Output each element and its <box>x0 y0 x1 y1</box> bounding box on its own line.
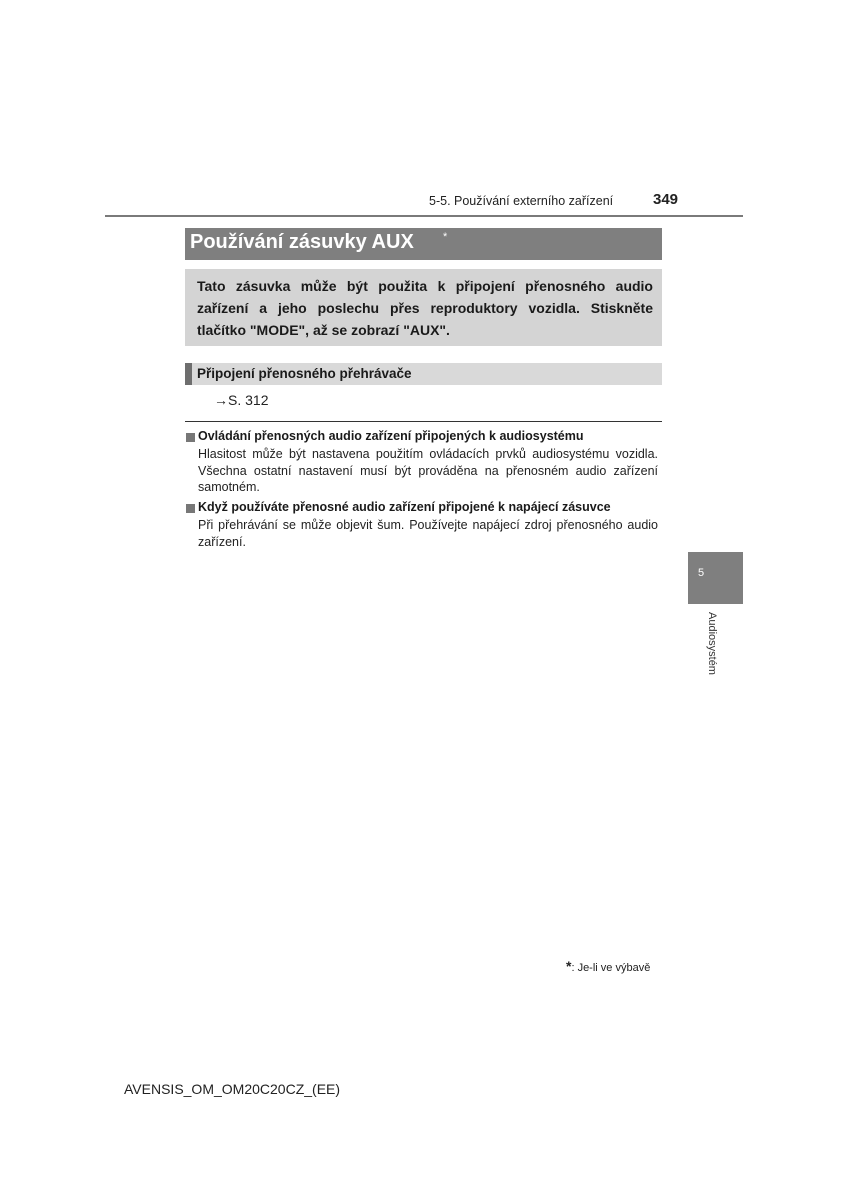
footer-document-code: AVENSIS_OM_OM20C20CZ_(EE) <box>124 1081 341 1097</box>
item-body: Hlasitost může být nastavena použitím ovládacích prvků audiosystému vozidla. Všechna ostatní nastavení musí být prováděna na přenosném audio zařízení samotném. <box>198 447 658 494</box>
page-reference-link[interactable]: →S. 312 <box>214 392 269 408</box>
intro-text: Tato zásuvka může být použita k připojení přenosného audio zařízení a jeho poslechu přes reproduktory vozidla. Stiskněte tlačítko "MODE", až se zobrazí "AUX". <box>197 278 653 338</box>
bullet-square-icon <box>186 433 195 442</box>
subsection-title: Připojení přenosného přehrávače <box>197 366 412 381</box>
intro-box <box>185 269 662 346</box>
item-body: Při přehrávání se může objevit šum. Používejte napájecí zdroj přenosného audio zařízení. <box>198 518 658 549</box>
footnote <box>566 958 650 974</box>
title-footnote-star: * <box>443 231 448 243</box>
footnote-text: : Je-li ve výbavě <box>571 962 651 974</box>
footnote-star: * <box>566 958 572 974</box>
subsection-accent <box>185 363 192 385</box>
page-title: Používání zásuvky AUX <box>190 231 414 253</box>
item-heading: Ovládání přenosných audio zařízení připojených k audiosystému <box>198 429 584 443</box>
page-title-bar <box>185 228 662 260</box>
bullet-square-icon <box>186 504 195 513</box>
subsection-bar <box>185 363 662 385</box>
header-section-title: 5-5. Používání externího zařízení <box>429 194 614 208</box>
chapter-number: 5 <box>698 567 705 579</box>
section-divider <box>185 421 662 422</box>
header-divider <box>105 215 743 217</box>
chapter-label: Audiosystém <box>706 612 718 675</box>
item-heading: Když používáte přenosné audio zařízení připojené k napájecí zásuvce <box>198 500 611 514</box>
chapter-tab <box>688 552 743 604</box>
page-number: 349 <box>653 191 679 208</box>
